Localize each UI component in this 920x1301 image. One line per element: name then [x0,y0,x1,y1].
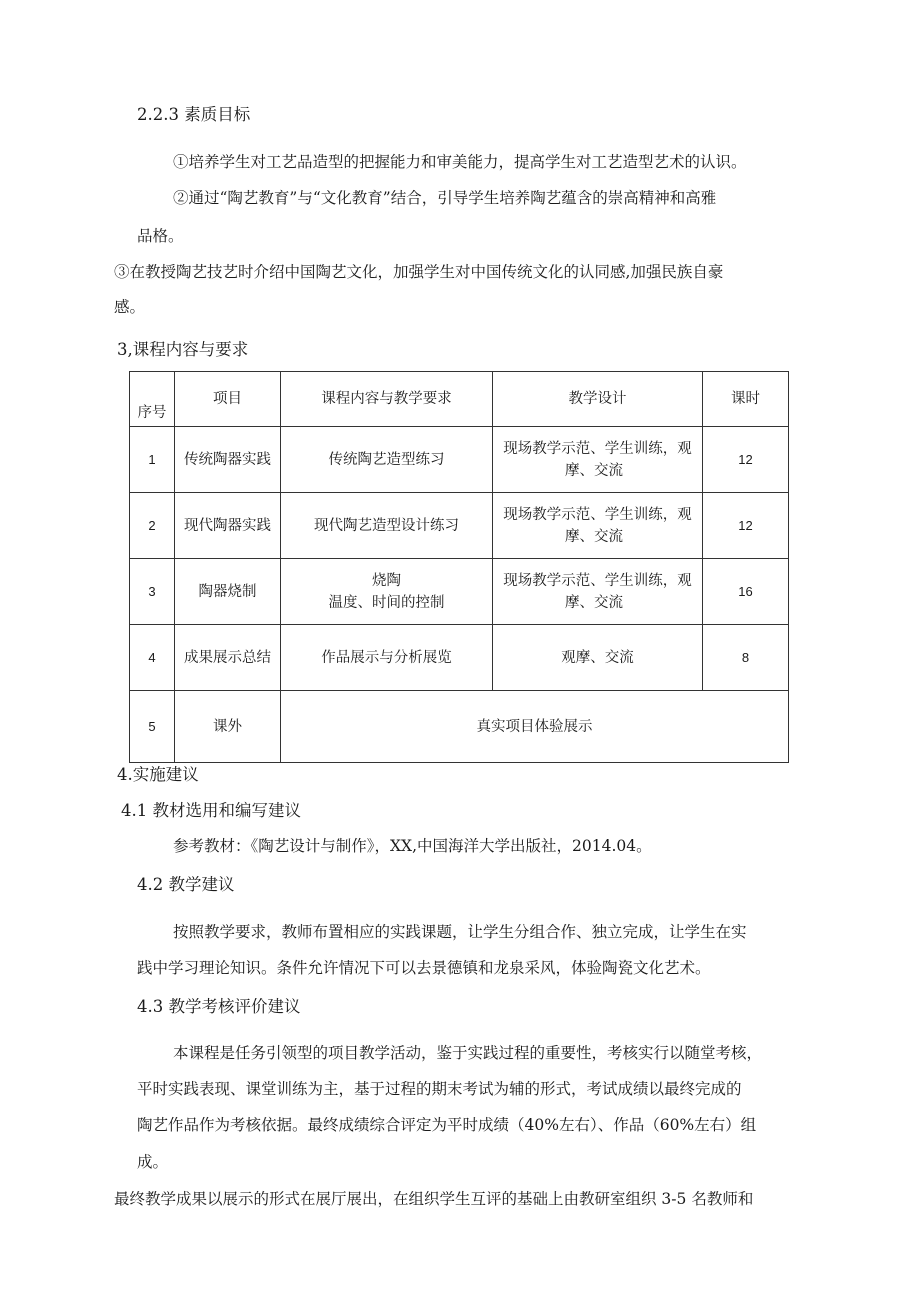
cell-item: 传统陶器实践 [175,427,281,493]
cell-seq: 5 [130,691,175,763]
cell-design [493,559,703,625]
header-content: 课程内容与教学要求 [281,372,493,427]
section-heading-3: 3,课程内容与要求 [117,340,249,359]
cell-content [281,559,493,625]
cell-item: 陶器烧制 [175,559,281,625]
paragraph-textbook: 参考教材：《陶艺设计与制作》，XX,中国海洋大学出版社，2014.04。 [173,837,652,855]
paragraph-goal-3-line-2: 感。 [114,298,146,316]
section-heading-2-2-3: 2.2.3 素质目标 [137,105,251,124]
paragraph-goal-2-line-1: ②通过“陶艺教育”与“文化教育”结合，引导学生培养陶艺蕴含的崇高精神和高雅 [173,189,717,207]
table-row [130,625,789,691]
header-design: 教学设计 [493,372,703,427]
paragraph-assessment-line-4: 成。 [137,1153,169,1171]
table-row [130,691,789,763]
paragraph-teaching-line-2: 践中学习理论知识。条件允许情况下可以去景德镇和龙泉采风，体验陶瓷文化艺术。 [137,959,711,977]
cell-item: 课外 [175,691,281,763]
header-seq: 序号 [130,372,175,427]
cell-seq: 1 [130,427,175,493]
cell-design: 观摩、交流 [493,625,703,691]
cell-content: 传统陶艺造型练习 [281,427,493,493]
cell-design-line-1: 现场教学示范、学生训练，观 [503,440,692,457]
header-hours: 课时 [703,372,789,427]
paragraph-assessment-line-1: 本课程是任务引领型的项目教学活动，鉴于实践过程的重要性，考核实行以随堂考核， [173,1044,763,1062]
cell-design [493,493,703,559]
cell-hours: 8 [703,625,789,691]
cell-seq: 2 [130,493,175,559]
cell-design-line-2: 摩、交流 [565,462,623,479]
cell-content: 作品展示与分析展览 [281,625,493,691]
paragraph-assessment-line-2: 平时实践表现、课堂训练为主，基于过程的期末考试为辅的形式，考试成绩以最终完成的 [137,1080,742,1098]
cell-design [493,427,703,493]
cell-seq: 3 [130,559,175,625]
table-header-row [130,372,789,427]
cell-hours: 16 [703,559,789,625]
cell-design-line-1: 现场教学示范、学生训练，观 [503,572,692,589]
cell-hours: 12 [703,427,789,493]
cell-design-line-2: 摩、交流 [565,528,623,545]
section-heading-4: 4.实施建议 [117,765,199,784]
cell-content-line-1: 烧陶 [372,572,401,589]
paragraph-final-results: 最终教学成果以展示的形式在展厅展出，在组织学生互评的基础上由教研室组织 3-5 名教师和 [114,1190,754,1208]
paragraph-goal-1: ①培养学生对工艺品造型的把握能力和审美能力，提高学生对工艺造型艺术的认识。 [173,153,747,171]
paragraph-goal-2-line-2: 品格。 [137,227,184,245]
table-row [130,427,789,493]
cell-seq: 4 [130,625,175,691]
paragraph-goal-3-line-1: ③在教授陶艺技艺时介绍中国陶艺文化，加强学生对中国传统文化的认同感,加强民族自豪 [114,263,724,281]
cell-hours: 12 [703,493,789,559]
cell-item: 现代陶器实践 [175,493,281,559]
cell-merged-content: 真实项目体验展示 [281,691,789,763]
paragraph-assessment-line-3: 陶艺作品作为考核依据。最终成绩综合评定为平时成绩（40%左右）、作品（60%左右）组 [137,1116,757,1134]
paragraph-teaching-line-1: 按照教学要求，教师布置相应的实践课题，让学生分组合作、独立完成，让学生在实 [173,923,747,941]
table-row [130,559,789,625]
cell-design-line-1: 现场教学示范、学生训练，观 [503,506,692,523]
section-heading-4-3: 4.3 教学考核评价建议 [137,997,301,1016]
section-heading-4-2: 4.2 教学建议 [137,875,235,894]
cell-content-line-2: 温度、时间的控制 [328,594,445,611]
header-item: 项目 [175,372,281,427]
cell-content: 现代陶艺造型设计练习 [281,493,493,559]
cell-design-line-2: 摩、交流 [565,594,623,611]
cell-item: 成果展示总结 [175,625,281,691]
course-content-table [129,371,789,763]
table-row [130,493,789,559]
section-heading-4-1: 4.1 教材选用和编写建议 [121,801,301,820]
